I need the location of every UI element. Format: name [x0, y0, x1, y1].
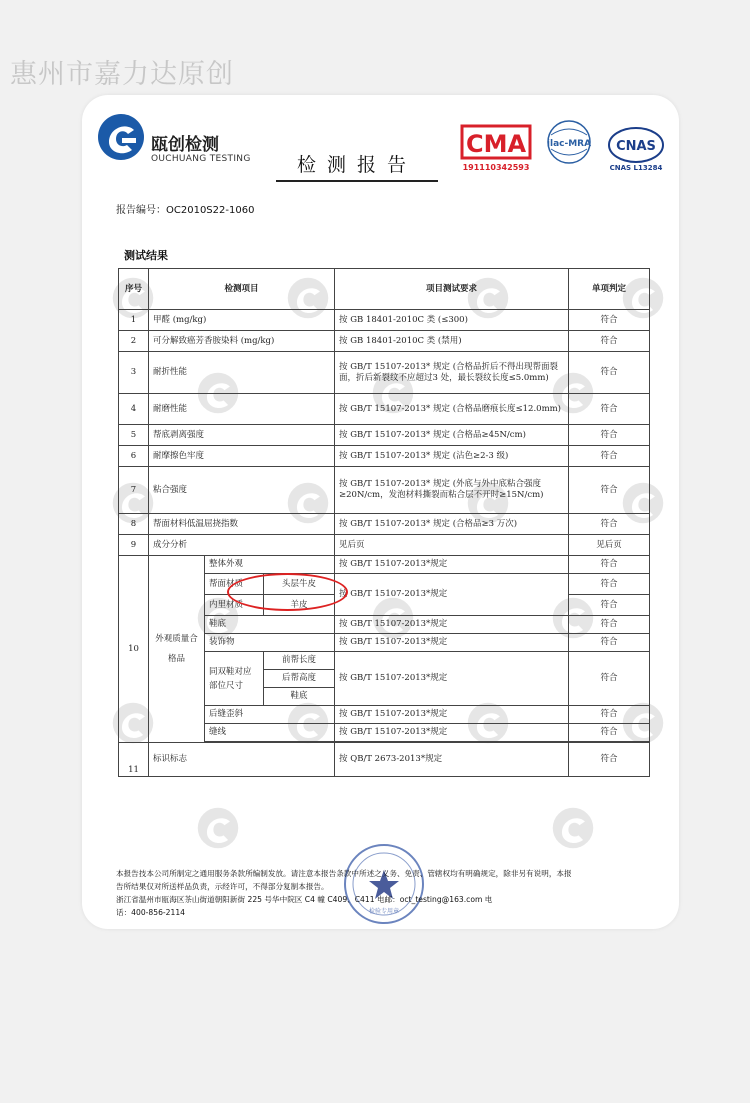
row-item: 帮底剥离强度 [149, 425, 335, 446]
report-title: 检测报告 [276, 150, 438, 182]
footer-notice [116, 867, 636, 919]
row-result: 符合 [569, 394, 650, 425]
seal-label: 检验专用章 [368, 908, 400, 915]
title-underline [276, 180, 438, 181]
row-requirement: 按 GB 18401-2010C 类 (禁用) [335, 331, 569, 352]
row-no: 8 [119, 514, 149, 535]
footer-address: 浙江省温州市瓯海区茶山街道朝阳新街 225 号华中院区 C4 幢 C409、C411 电邮：oct_testing@163.com 电 [116, 895, 493, 904]
row-result: 符合 [569, 743, 650, 777]
row-item: 粘合强度 [149, 467, 335, 514]
table-row [119, 310, 650, 331]
sub-value: 羊皮 [264, 595, 335, 616]
header-result: 单项判定 [569, 269, 650, 310]
row-result: 符合 [569, 467, 650, 514]
row-requirement: 按 GB/T 15107-2013* 规定 (合格品磨痕长度≤12.0mm) [335, 394, 569, 425]
table-row [119, 352, 650, 394]
row-no: 10 [119, 556, 149, 743]
table-row [119, 556, 650, 574]
row-requirement: 按 GB/T 15107-2013*规定 [335, 616, 569, 634]
row-no: 1 [119, 310, 149, 331]
row-requirement: 按 GB/T 15107-2013* 规定 (沾色≥2-3 级) [335, 446, 569, 467]
sub-value: 鞋底 [264, 688, 335, 706]
header-item: 检测项目 [149, 269, 335, 310]
row-item: 耐折性能 [149, 352, 335, 394]
row-result: 符合 [569, 706, 650, 724]
ilac-mra-icon [541, 119, 597, 165]
row-no: 6 [119, 446, 149, 467]
row-result: 符合 [569, 574, 650, 595]
brand-name-en: OUCHUANG TESTING [151, 154, 251, 164]
row-no: 9 [119, 535, 149, 556]
row-requirement: 按 GB/T 15107-2013*规定 [335, 634, 569, 652]
sub-item: 缝线 [205, 724, 335, 742]
ilac-label: ilac-MRA [546, 139, 592, 149]
row-requirement: 按 QB/T 2673-2013*规定 [335, 743, 569, 777]
row-result: 符合 [569, 556, 650, 574]
row-requirement: 按 GB/T 15107-2013* 规定 (合格品≥45N/cm) [335, 425, 569, 446]
row-result: 符合 [569, 352, 650, 394]
row-requirement: 见后页 [335, 535, 569, 556]
row-no: 7 [119, 467, 149, 514]
table-header-row [119, 269, 650, 310]
watermark-logo-icon [550, 805, 596, 851]
row-item: 标识标志 [149, 743, 335, 777]
row-requirement: 按 GB/T 15107-2013*规定 [335, 706, 569, 724]
table-row [119, 514, 650, 535]
row-item: 耐摩擦色牢度 [149, 446, 335, 467]
sub-item: 同双鞋对应部位尺寸 [205, 652, 264, 706]
watermark-logo-icon [195, 805, 241, 851]
sub-item: 内里材质 [205, 595, 264, 616]
footer-line: 本报告技本公司所制定之通用服务条款所编制发放。请注意本报告条款中所述之义务、免责、管辖权均有明确规定，除非另有说明，本报 [116, 869, 572, 878]
row-no: 4 [119, 394, 149, 425]
sub-item: 帮面材质 [205, 574, 264, 595]
highlight-circle [227, 573, 348, 611]
row-result: 符合 [569, 514, 650, 535]
table-row [119, 743, 650, 777]
table-row [119, 535, 650, 556]
row-result: 符合 [569, 595, 650, 616]
row-requirement: 按 GB/T 15107-2013* 规定 (合格品折后不得出现帮面裂面，折后新裂纹不应超过3 处，最长裂纹长度≤5.0mm) [335, 352, 569, 394]
row-group-label: 外观质量合格品 [149, 556, 205, 743]
row-result: 符合 [569, 331, 650, 352]
footer-line: 告所结果仅对所送样品负责，示经许可，不得部分复制本报告。 [116, 882, 329, 891]
cnas-mark-icon [607, 125, 665, 173]
report-number: 报告编号：OC2010S22-1060 [116, 205, 255, 216]
section-title: 测试结果 [124, 249, 168, 262]
row-requirement: 按 GB/T 15107-2013*规定 [335, 652, 569, 706]
table-row [119, 425, 650, 446]
footer-phone: 话：400-856-2114 [116, 908, 185, 917]
row-no: 3 [119, 352, 149, 394]
cma-mark-icon [459, 122, 533, 174]
row-requirement: 按 GB/T 15107-2013*规定 [335, 574, 569, 616]
row-requirement: 按 GB/T 15107-2013*规定 [335, 556, 569, 574]
header-requirement: 项目测试要求 [335, 269, 569, 310]
cnas-code: CNAS L13284 [609, 164, 663, 172]
row-no: 2 [119, 331, 149, 352]
row-result: 符合 [569, 652, 650, 706]
sub-item: 后缝歪斜 [205, 706, 335, 724]
sub-value: 后帮高度 [264, 670, 335, 688]
row-result: 符合 [569, 310, 650, 331]
sub-item: 鞋底 [205, 616, 335, 634]
cma-label: CMA [465, 130, 527, 158]
sub-item: 装饰物 [205, 634, 335, 652]
table-row [119, 394, 650, 425]
cnas-label: CNAS [616, 139, 656, 154]
row-requirement: 按 GB 18401-2010C 类 (≤300) [335, 310, 569, 331]
row-requirement: 按 GB/T 15107-2013* 规定 (外底与外中底粘合强度≥20N/cm，发泡材料撕裂而粘合层不开时≥15N/cm) [335, 467, 569, 514]
sub-item: 整体外观 [205, 556, 335, 574]
cma-code: 191110342593 [462, 163, 530, 172]
row-result: 符合 [569, 616, 650, 634]
row-result: 符合 [569, 634, 650, 652]
row-result: 见后页 [569, 535, 650, 556]
table-row [119, 467, 650, 514]
results-table [118, 268, 650, 777]
row-item: 耐磨性能 [149, 394, 335, 425]
sub-value: 前帮长度 [264, 652, 335, 670]
brand-name: 瓯创检测 [151, 135, 219, 155]
row-no: 5 [119, 425, 149, 446]
row-result: 符合 [569, 425, 650, 446]
row-requirement: 按 GB/T 15107-2013* 规定 (合格品≥3 万次) [335, 514, 569, 535]
header-no: 序号 [119, 269, 149, 310]
row-item: 帮面材料低温屈挠指数 [149, 514, 335, 535]
row-item: 甲醛 (mg/kg) [149, 310, 335, 331]
row-result: 符合 [569, 724, 650, 742]
table-row [119, 446, 650, 467]
row-item: 成分分析 [149, 535, 335, 556]
brand-logo-icon [96, 112, 146, 162]
row-no: 11 [119, 743, 149, 777]
table-row [119, 331, 650, 352]
row-requirement: 按 GB/T 15107-2013*规定 [335, 724, 569, 742]
sub-value: 头层牛皮 [264, 574, 335, 595]
watermark-text: 惠州市嘉力达原创 [10, 59, 234, 90]
row-item: 可分解致癌芳香胺染料 (mg/kg) [149, 331, 335, 352]
row-result: 符合 [569, 446, 650, 467]
